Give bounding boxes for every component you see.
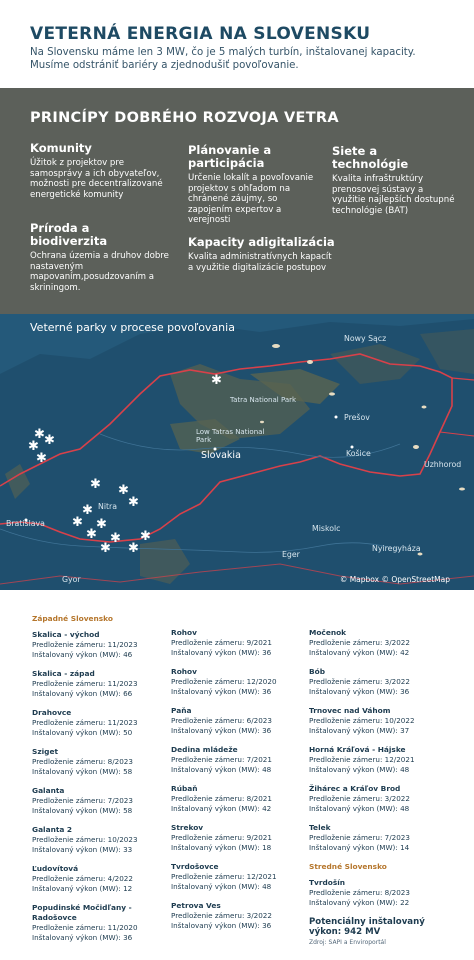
capacity-label: Inštalovaný výkon (MW):: [32, 650, 124, 659]
installed-capacity: [171, 687, 301, 697]
submission-date: [32, 757, 162, 767]
wind-turbine-icon[interactable]: ✱: [72, 515, 83, 530]
submission-value: 3/2022: [384, 677, 410, 686]
capacity-label: Inštalovaný výkon (MW):: [309, 765, 401, 774]
wind-park-name: Galanta 2: [32, 825, 73, 834]
column-right: [309, 628, 459, 946]
principles-title: PRINCÍPY DOBRÉHO ROZVOJA VETRA: [30, 110, 339, 126]
submission-label: Predloženie zámeru:: [309, 794, 385, 803]
central-items: [309, 878, 459, 908]
installed-capacity: [32, 845, 162, 855]
place-presov: Prešov: [344, 413, 370, 422]
installed-capacity: [32, 933, 162, 943]
principles-panel: [0, 88, 474, 314]
submission-value: 11/2023: [107, 640, 138, 649]
place-miskolc: Miskolc: [312, 524, 341, 533]
installed-capacity: [309, 804, 459, 814]
submission-value: 11/2023: [107, 679, 138, 688]
submission-date: [32, 835, 162, 845]
submission-label: Predloženie zámeru:: [32, 640, 108, 649]
wind-park-name: Bób: [309, 667, 326, 676]
principle-planovanie-text: Určenie lokalít a povoľovanie projektov s ohľadom na chránené záujmy, so zapojením expertov a verejnosti: [188, 173, 314, 225]
submission-label: Predloženie zámeru:: [171, 911, 247, 920]
header: [0, 0, 474, 86]
section-central-title: Stredné Slovensko: [309, 862, 387, 871]
capacity-value: 58: [123, 767, 133, 776]
submission-label: Predloženie zámeru:: [309, 833, 385, 842]
middle-items: [171, 628, 301, 931]
submission-value: 7/2023: [384, 833, 410, 842]
submission-label: Predloženie zámeru:: [171, 677, 247, 686]
wind-turbine-icon[interactable]: ✱: [100, 541, 111, 556]
wind-turbine-icon[interactable]: ✱: [211, 373, 222, 388]
capacity-label: Inštalovaný výkon (MW):: [309, 726, 401, 735]
wind-park-name: Telek: [309, 823, 331, 832]
place-low-tatras: Low Tatras National Park: [196, 428, 265, 444]
wind-park-name: Galanta: [32, 786, 65, 795]
list-item: [32, 747, 162, 777]
capacity-value: 18: [262, 843, 272, 852]
submission-date: [32, 718, 162, 728]
capacity-value: 36: [262, 648, 272, 657]
capacity-value: 14: [400, 843, 410, 852]
list-item: [171, 823, 301, 853]
submission-label: Predloženie zámeru:: [171, 716, 247, 725]
submission-date: [309, 888, 459, 898]
submission-label: Predloženie zámeru:: [309, 755, 385, 764]
submission-date: [171, 833, 301, 843]
installed-capacity: [171, 726, 301, 736]
principle-priroda: [30, 222, 170, 293]
submission-date: [309, 794, 459, 804]
submission-value: 3/2022: [384, 638, 410, 647]
submission-label: Predloženie zámeru:: [309, 677, 385, 686]
wind-park-name: Strekov: [171, 823, 204, 832]
wind-park-name: Skalica - východ: [32, 630, 100, 639]
list-item: [32, 903, 162, 943]
wind-park-name: Drahovce: [32, 708, 72, 717]
west-items: [32, 630, 162, 943]
wind-turbine-icon[interactable]: ✱: [118, 483, 129, 498]
list-item: [171, 862, 301, 892]
capacity-value: 66: [123, 689, 133, 698]
principle-komunity-text: Úžitok z projektov pre samosprávy a ich obyvateľov, možnosti pre decentralizované energetické komunity: [30, 158, 163, 200]
installed-capacity: [171, 921, 301, 931]
submission-date: [171, 872, 301, 882]
principle-priroda-text: Ochrana územia a druhov dobre nastaveným mapovaním,posudzovaním a skriningom.: [30, 251, 169, 293]
capacity-label: Inštalovaný výkon (MW):: [309, 843, 401, 852]
place-slovakia: Slovakia: [201, 450, 241, 461]
submission-label: Predloženie zámeru:: [32, 757, 108, 766]
list-item: [171, 706, 301, 736]
wind-turbine-icon[interactable]: ✱: [34, 427, 45, 442]
place-bratislava: Bratislava: [6, 519, 45, 528]
list-item: [309, 878, 459, 908]
page-title: VETERNÁ ENERGIA NA SLOVENSKU: [30, 24, 371, 44]
wind-park-name: Rohov: [171, 667, 197, 676]
capacity-value: 42: [400, 648, 410, 657]
wind-turbine-icon[interactable]: ✱: [128, 495, 139, 510]
wind-turbine-icon[interactable]: ✱: [128, 541, 139, 556]
capacity-value: 42: [262, 804, 272, 813]
list-item: [171, 628, 301, 658]
place-nyiregyhaza: Nyiregyháza: [372, 544, 421, 553]
submission-value: 6/2023: [246, 716, 272, 725]
submission-label: Predloženie zámeru:: [171, 872, 247, 881]
principle-kapacity-title: Kapacity adigitalizácia: [188, 235, 335, 249]
installed-capacity: [32, 767, 162, 777]
submission-value: 8/2023: [107, 757, 133, 766]
capacity-value: 36: [123, 933, 133, 942]
list-item: [32, 669, 162, 699]
principle-planovanie: [188, 144, 320, 226]
wind-park-name: Petrova Ves: [171, 901, 221, 910]
column-west: [32, 614, 162, 952]
submission-value: 7/2023: [107, 796, 133, 805]
place-nitra: Nitra: [98, 502, 118, 511]
list-item: [171, 901, 301, 931]
wind-park-name: Rohov: [171, 628, 197, 637]
capacity-label: Inštalovaný výkon (MW):: [309, 687, 401, 696]
capacity-value: 12: [123, 884, 133, 893]
wind-park-name: Horná Kráľová - Hájske: [309, 745, 406, 754]
capacity-label: Inštalovaný výkon (MW):: [309, 898, 401, 907]
list-item: [309, 823, 459, 853]
submission-label: Predloženie zámeru:: [32, 679, 108, 688]
list-item: [171, 667, 301, 697]
list-item: [309, 628, 459, 658]
installed-capacity: [309, 898, 459, 908]
place-uzhhorod: Uzhhorod: [424, 460, 462, 469]
map-credit: © Mapbox © OpenStreetMap: [339, 575, 450, 584]
submission-date: [309, 716, 459, 726]
wind-park-name: Ľudovítová: [32, 864, 79, 873]
capacity-value: 33: [123, 845, 133, 854]
submission-value: 12/2020: [246, 677, 277, 686]
installed-capacity: [32, 689, 162, 699]
list-item: [32, 786, 162, 816]
wind-park-name: Paňa: [171, 706, 192, 715]
submission-label: Predloženie zámeru:: [171, 794, 247, 803]
wind-park-name: Močenok: [309, 628, 347, 637]
wind-turbine-icon[interactable]: ✱: [140, 529, 151, 544]
installed-capacity: [32, 650, 162, 660]
capacity-label: Inštalovaný výkon (MW):: [171, 921, 263, 930]
capacity-label: Inštalovaný výkon (MW):: [32, 845, 124, 854]
installed-capacity: [171, 804, 301, 814]
submission-date: [32, 796, 162, 806]
submission-value: 12/2021: [384, 755, 415, 764]
submission-label: Predloženie zámeru:: [32, 874, 108, 883]
potential-capacity-total: Potenciálny inštalovaný výkon: 942 MV: [309, 917, 425, 937]
wind-park-name: Popudinské Močidľany - Radošovce: [32, 903, 132, 922]
submission-label: Predloženie zámeru:: [32, 718, 108, 727]
installed-capacity: [32, 884, 162, 894]
list-item: [32, 630, 162, 660]
capacity-value: 36: [262, 921, 272, 930]
submission-value: 4/2022: [107, 874, 133, 883]
wind-park-name: Žihárec a Kráľov Brod: [309, 784, 401, 793]
installed-capacity: [309, 843, 459, 853]
capacity-label: Inštalovaný výkon (MW):: [171, 648, 263, 657]
principle-priroda-title: Príroda a biodiverzita: [30, 221, 108, 248]
capacity-value: 46: [123, 650, 133, 659]
place-eger: Eger: [282, 550, 300, 559]
wind-turbine-icon[interactable]: ✱: [90, 477, 101, 492]
capacity-label: Inštalovaný výkon (MW):: [32, 884, 124, 893]
place-gyor: Gyor: [62, 575, 81, 584]
submission-date: [171, 638, 301, 648]
wind-park-name: Tvrdošín: [309, 878, 346, 887]
submission-value: 9/2021: [246, 638, 272, 647]
capacity-label: Inštalovaný výkon (MW):: [171, 765, 263, 774]
submission-value: 12/2021: [246, 872, 277, 881]
capacity-value: 22: [400, 898, 410, 907]
wind-parks-list: [0, 590, 474, 960]
section-west-title: Západné Slovensko: [32, 614, 113, 623]
source-note: Zdroj: SAPI a Enviroportál: [309, 939, 386, 946]
capacity-value: 48: [262, 882, 272, 891]
right-items: [309, 628, 459, 853]
capacity-label: Inštalovaný výkon (MW):: [32, 767, 124, 776]
submission-date: [32, 874, 162, 884]
list-item: [32, 825, 162, 855]
submission-value: 10/2023: [107, 835, 138, 844]
principle-siete: [332, 145, 456, 216]
capacity-value: 48: [262, 765, 272, 774]
wind-turbine-icon[interactable]: ✱: [82, 503, 93, 518]
submission-date: [309, 677, 459, 687]
wind-turbine-icon[interactable]: ✱: [44, 433, 55, 448]
installed-capacity: [309, 726, 459, 736]
submission-value: 10/2022: [384, 716, 415, 725]
submission-label: Predloženie zámeru:: [171, 638, 247, 647]
submission-date: [32, 679, 162, 689]
submission-date: [309, 755, 459, 765]
wind-park-name: Tvrdošovce: [171, 862, 219, 871]
list-item: [309, 706, 459, 736]
page-subtitle: Na Slovensku máme len 3 MW, čo je 5 malých turbín, inštalovanej kapacity. Musíme odstrániť bariéry a zjednodušiť povoľovanie.: [30, 47, 416, 71]
place-kosice: Košice: [346, 449, 371, 458]
installed-capacity: [171, 765, 301, 775]
submission-label: Predloženie zámeru:: [171, 755, 247, 764]
installed-capacity: [309, 687, 459, 697]
list-item: [171, 784, 301, 814]
wind-park-name: Trnovec nad Váhom: [309, 706, 391, 715]
submission-value: 7/2021: [246, 755, 272, 764]
capacity-label: Inštalovaný výkon (MW):: [309, 648, 401, 657]
capacity-value: 48: [400, 765, 410, 774]
submission-date: [171, 677, 301, 687]
place-nowy-sacz: Nowy Sącz: [344, 334, 387, 343]
installed-capacity: [32, 728, 162, 738]
submission-date: [171, 911, 301, 921]
capacity-value: 48: [400, 804, 410, 813]
wind-parks-map[interactable]: [0, 314, 474, 590]
place-tatra: Tatra National Park: [230, 396, 297, 404]
wind-turbine-icon[interactable]: ✱: [36, 451, 47, 466]
capacity-label: Inštalovaný výkon (MW):: [171, 726, 263, 735]
capacity-label: Inštalovaný výkon (MW):: [171, 843, 263, 852]
installed-capacity: [309, 765, 459, 775]
submission-value: 8/2023: [384, 888, 410, 897]
submission-label: Predloženie zámeru:: [309, 888, 385, 897]
capacity-value: 37: [400, 726, 410, 735]
capacity-value: 36: [262, 687, 272, 696]
capacity-value: 36: [262, 726, 272, 735]
submission-label: Predloženie zámeru:: [32, 923, 108, 932]
installed-capacity: [32, 806, 162, 816]
capacity-label: Inštalovaný výkon (MW):: [32, 689, 124, 698]
capacity-label: Inštalovaný výkon (MW):: [171, 804, 263, 813]
wind-park-name: Dedina mládeže: [171, 745, 238, 754]
wind-turbine-icon[interactable]: ✱: [110, 531, 121, 546]
capacity-label: Inštalovaný výkon (MW):: [309, 804, 401, 813]
capacity-value: 58: [123, 806, 133, 815]
principle-kapacity: [188, 236, 338, 273]
submission-label: Predloženie zámeru:: [171, 833, 247, 842]
installed-capacity: [171, 882, 301, 892]
column-middle: [171, 628, 301, 940]
submission-value: 3/2022: [246, 911, 272, 920]
submission-value: 9/2021: [246, 833, 272, 842]
submission-date: [309, 638, 459, 648]
submission-value: 3/2022: [384, 794, 410, 803]
list-item: [32, 864, 162, 894]
capacity-label: Inštalovaný výkon (MW):: [32, 933, 124, 942]
wind-turbine-icon[interactable]: ✱: [28, 439, 39, 454]
capacity-value: 36: [400, 687, 410, 696]
submission-date: [309, 833, 459, 843]
submission-date: [171, 755, 301, 765]
capacity-label: Inštalovaný výkon (MW):: [32, 806, 124, 815]
list-item: [171, 745, 301, 775]
principle-siete-title: Siete a technológie: [332, 144, 409, 171]
installed-capacity: [171, 648, 301, 658]
submission-date: [171, 794, 301, 804]
list-item: [309, 745, 459, 775]
wind-turbine-icon[interactable]: ✱: [96, 517, 107, 532]
list-item: [309, 784, 459, 814]
submission-label: Predloženie zámeru:: [32, 796, 108, 805]
submission-label: Predloženie zámeru:: [309, 716, 385, 725]
list-item: [32, 708, 162, 738]
submission-date: [32, 923, 162, 933]
principle-komunity: [30, 142, 170, 200]
submission-value: 8/2021: [246, 794, 272, 803]
wind-park-name: Sziget: [32, 747, 58, 756]
wind-park-name: Rúbaň: [171, 784, 198, 793]
principle-kapacity-text: Kvalita administratívnych kapacít a využitie digitalizácie postupov: [188, 252, 332, 273]
capacity-label: Inštalovaný výkon (MW):: [171, 882, 263, 891]
submission-value: 11/2020: [107, 923, 138, 932]
submission-date: [32, 640, 162, 650]
wind-park-name: Skalica - západ: [32, 669, 95, 678]
submission-label: Predloženie zámeru:: [309, 638, 385, 647]
submission-label: Predloženie zámeru:: [32, 835, 108, 844]
principle-planovanie-title: Plánovanie a participácia: [188, 143, 272, 170]
capacity-label: Inštalovaný výkon (MW):: [171, 687, 263, 696]
wind-turbine-icon[interactable]: ✱: [86, 527, 97, 542]
submission-value: 11/2023: [107, 718, 138, 727]
installed-capacity: [309, 648, 459, 658]
principle-komunity-title: Komunity: [30, 141, 92, 155]
map-title: Veterné parky v procese povoľovania: [30, 321, 235, 334]
installed-capacity: [171, 843, 301, 853]
list-item: [309, 667, 459, 697]
principle-siete-text: Kvalita infraštruktúry prenosovej sústavy a využitie najlepších dostupné technológie (BAT): [332, 174, 455, 216]
capacity-label: Inštalovaný výkon (MW):: [32, 728, 124, 737]
submission-date: [171, 716, 301, 726]
capacity-value: 50: [123, 728, 133, 737]
